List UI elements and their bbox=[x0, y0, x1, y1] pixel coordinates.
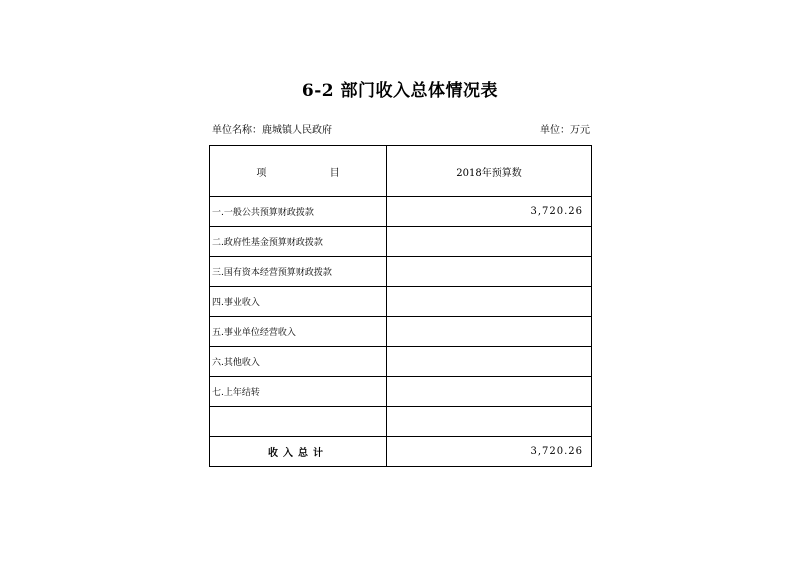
row-value bbox=[387, 227, 592, 257]
table-row bbox=[210, 347, 592, 377]
row-value bbox=[387, 317, 592, 347]
table-row bbox=[210, 257, 592, 287]
table-row bbox=[210, 227, 592, 257]
header-item: 项 目 bbox=[210, 146, 387, 197]
row-item-label: 一.一般公共预算财政拨款 bbox=[210, 197, 387, 227]
row-item-label: 七.上年结转 bbox=[210, 377, 387, 407]
row-item-label: 六.其他收入 bbox=[210, 347, 387, 377]
row-value bbox=[387, 347, 592, 377]
table-total-row bbox=[210, 437, 592, 467]
row-value bbox=[387, 377, 592, 407]
page-title: 6-2 部门收入总体情况表 bbox=[301, 81, 499, 101]
table-row bbox=[210, 287, 592, 317]
header-budget: 2018年预算数 bbox=[387, 146, 592, 197]
row-value bbox=[387, 257, 592, 287]
table-row bbox=[210, 407, 592, 437]
row-value bbox=[387, 287, 592, 317]
row-item-label: 三.国有资本经营预算财政拨款 bbox=[210, 257, 387, 287]
row-value bbox=[387, 407, 592, 437]
table-row bbox=[210, 197, 592, 227]
row-value: 3,720.26 bbox=[387, 197, 592, 227]
unit-label: 单位：万元 bbox=[540, 125, 590, 136]
total-value: 3,720.26 bbox=[387, 437, 592, 467]
income-summary-table bbox=[209, 145, 592, 467]
table-row bbox=[210, 377, 592, 407]
row-item-label: 五.事业单位经营收入 bbox=[210, 317, 387, 347]
table-header-row bbox=[210, 146, 592, 197]
row-item-label: 二.政府性基金预算财政拨款 bbox=[210, 227, 387, 257]
unit-name-label: 单位名称：鹿城镇人民政府 bbox=[212, 125, 332, 136]
row-item-label: 四.事业收入 bbox=[210, 287, 387, 317]
table-row bbox=[210, 317, 592, 347]
row-item-label bbox=[210, 407, 387, 437]
total-label: 收入总计 bbox=[210, 437, 387, 467]
